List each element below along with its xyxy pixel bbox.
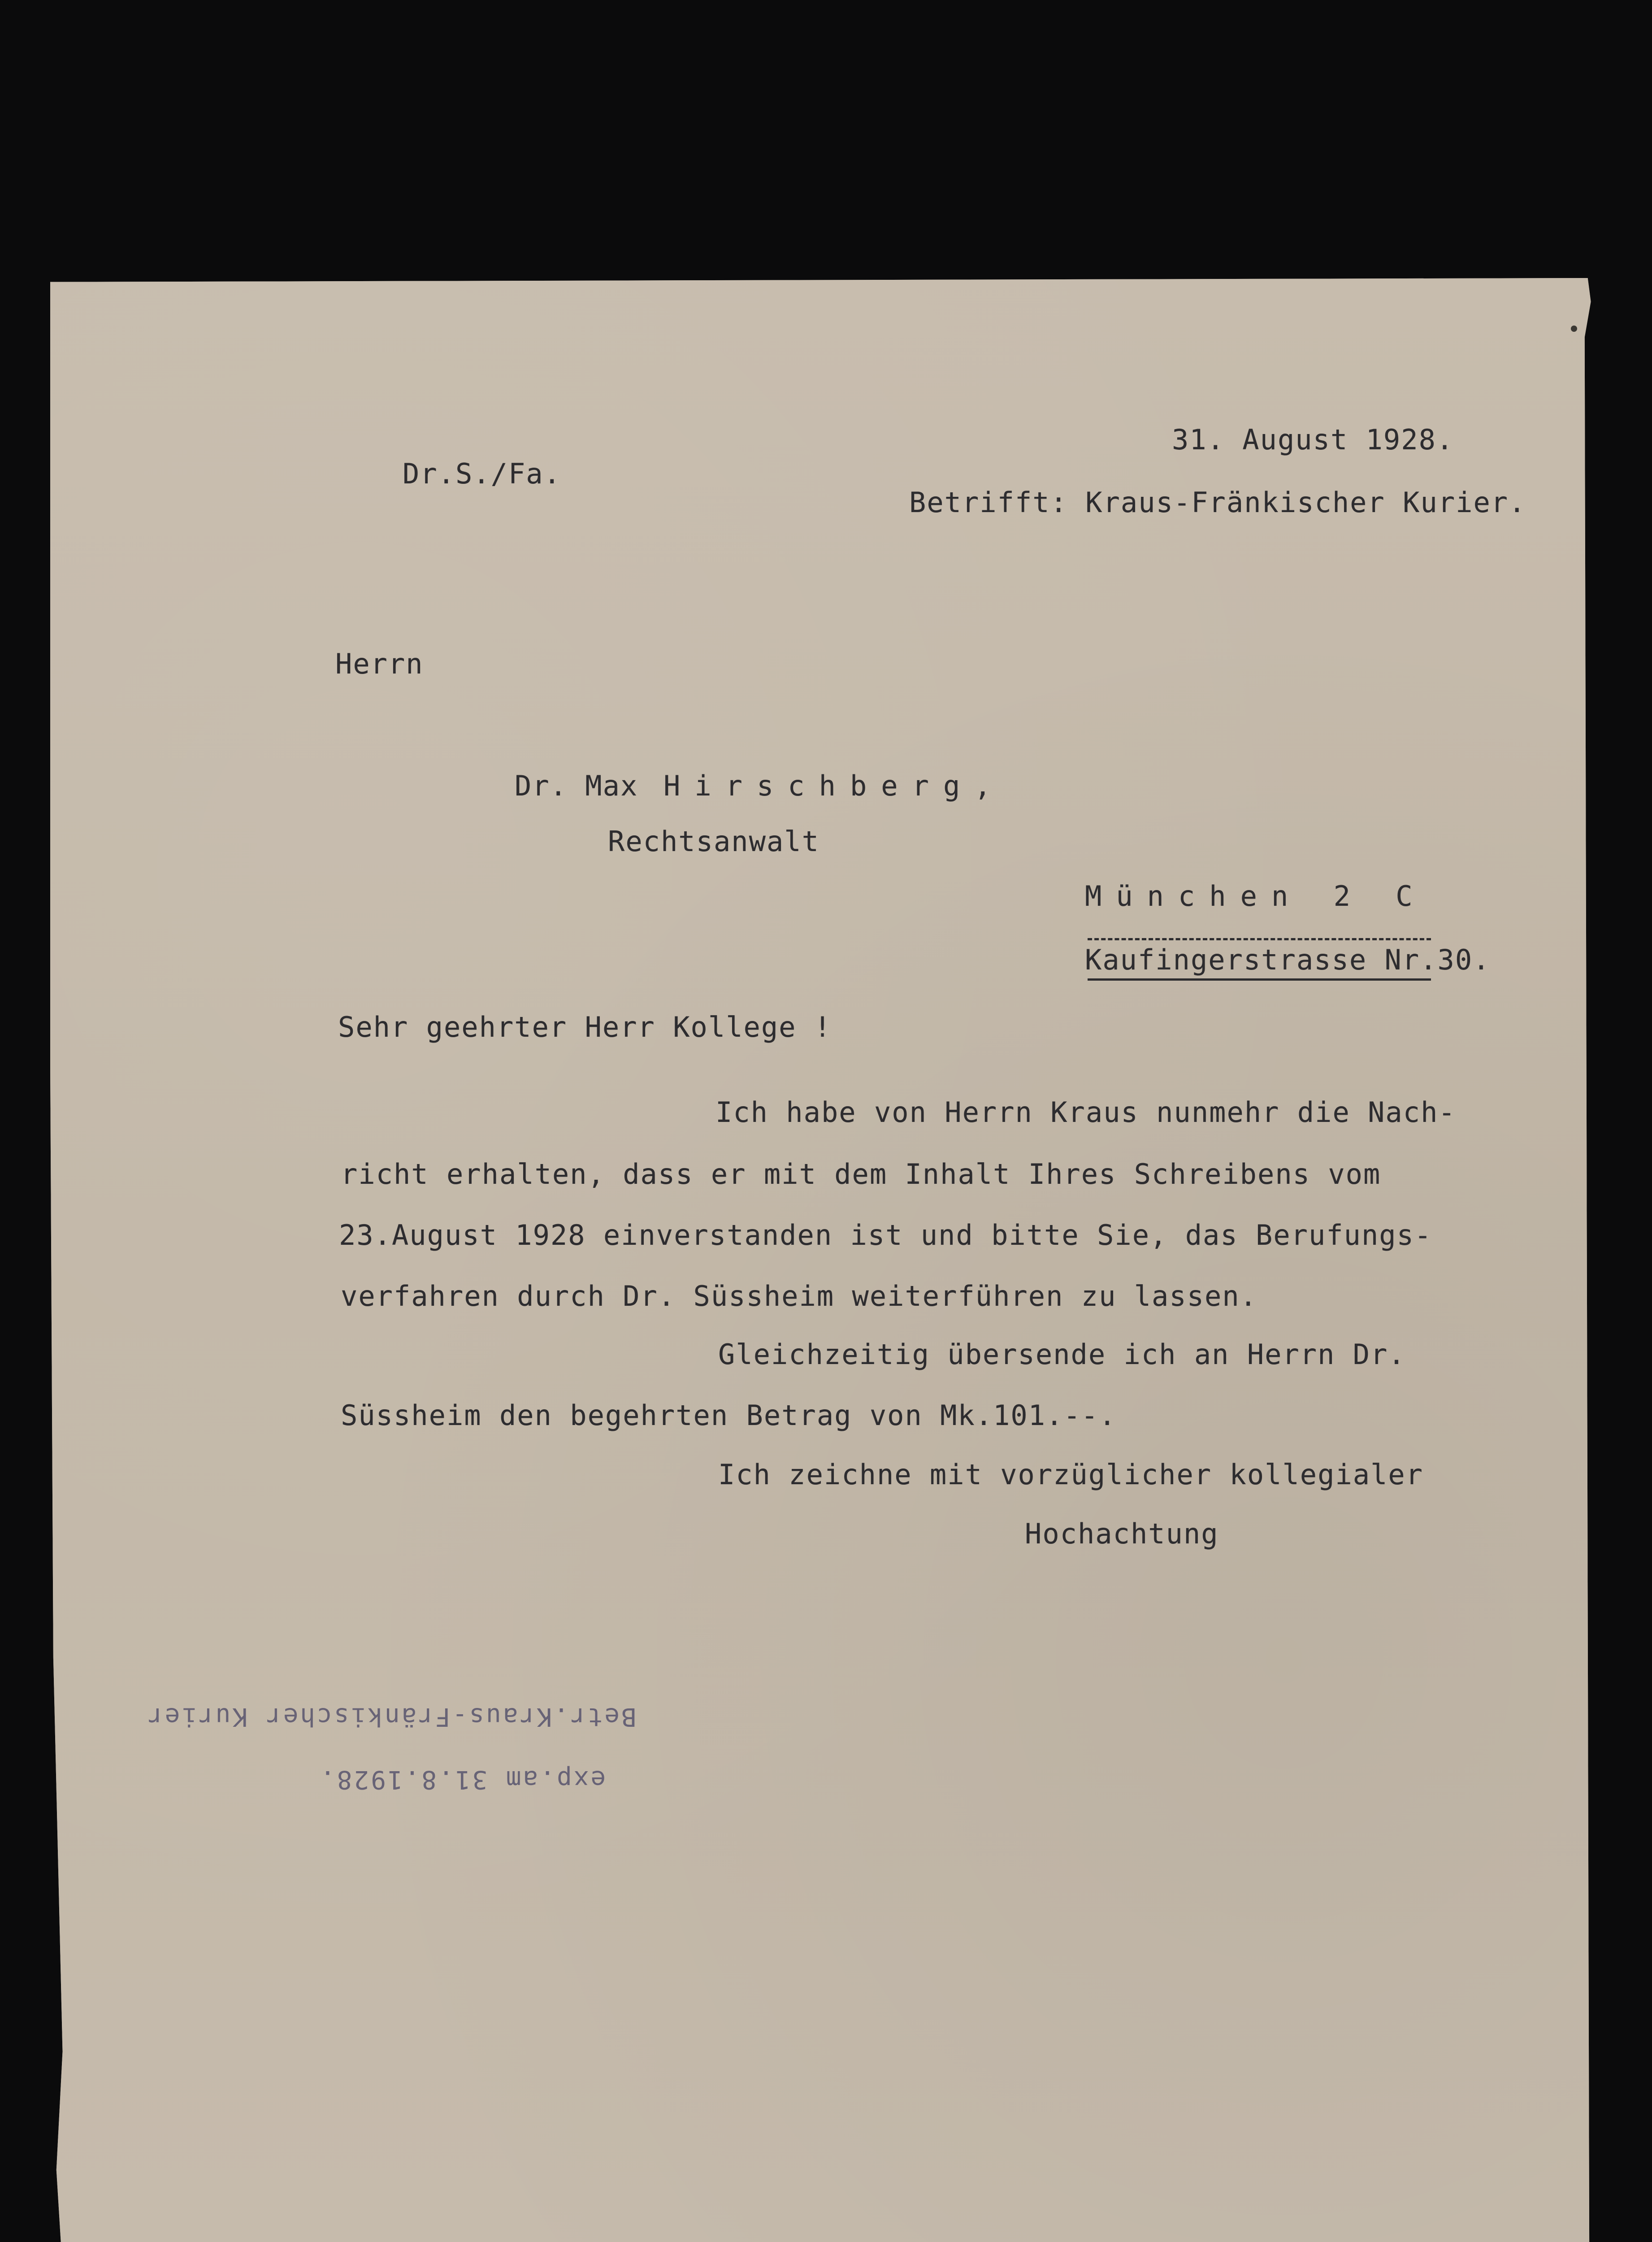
body-line: verfahren durch Dr. Süssheim weiterführen zu lassen. [341,1280,1258,1312]
letter-date: 31. August 1928. [1172,423,1454,456]
pin-hole [1571,326,1577,332]
subject-line: Betrifft: Kraus-Fränkischer Kurier. [909,486,1526,519]
greeting: Sehr geehrter Herr Kollege ! [338,1011,832,1043]
recipient-street: Kaufingerstrasse Nr.30. [1085,943,1491,976]
street-underline [1088,978,1431,981]
body-line: Gleichzeitig übersende ich an Herrn Dr. [718,1338,1406,1371]
city-underline [1088,938,1431,940]
body-line: Ich habe von Herrn Kraus nunmehr die Nach- [715,1096,1456,1129]
mirrored-stamp-line: Betr.Kraus-Fränkischer Kurier [146,1702,637,1731]
recipient-name-surname: Hirschberg, [663,769,1006,802]
body-line: richt erhalten, dass er mit dem Inhalt Ihres Schreibens vom [341,1158,1381,1191]
recipient-name-prefix: Dr. Max [515,769,638,802]
mirrored-stamp-line: exp.am 31.8.1928. [318,1765,606,1794]
recipient-profession: Rechtsanwalt [608,825,819,858]
body-line: 23.August 1928 einverstanden ist und bitte Sie, das Berufungs- [339,1219,1432,1251]
body-line: Ich zeichne mit vorzüglicher kollegialer [718,1458,1424,1491]
recipient-city: München 2 C [1085,880,1427,912]
body-line: Süssheim den begehrten Betrag von Mk.101.--. [341,1399,1117,1432]
reference-code: Dr.S./Fa. [403,457,561,490]
letter-paper [50,278,1592,2242]
closing-line: Hochachtung [1025,1517,1219,1550]
salutation-title: Herrn [335,647,424,680]
